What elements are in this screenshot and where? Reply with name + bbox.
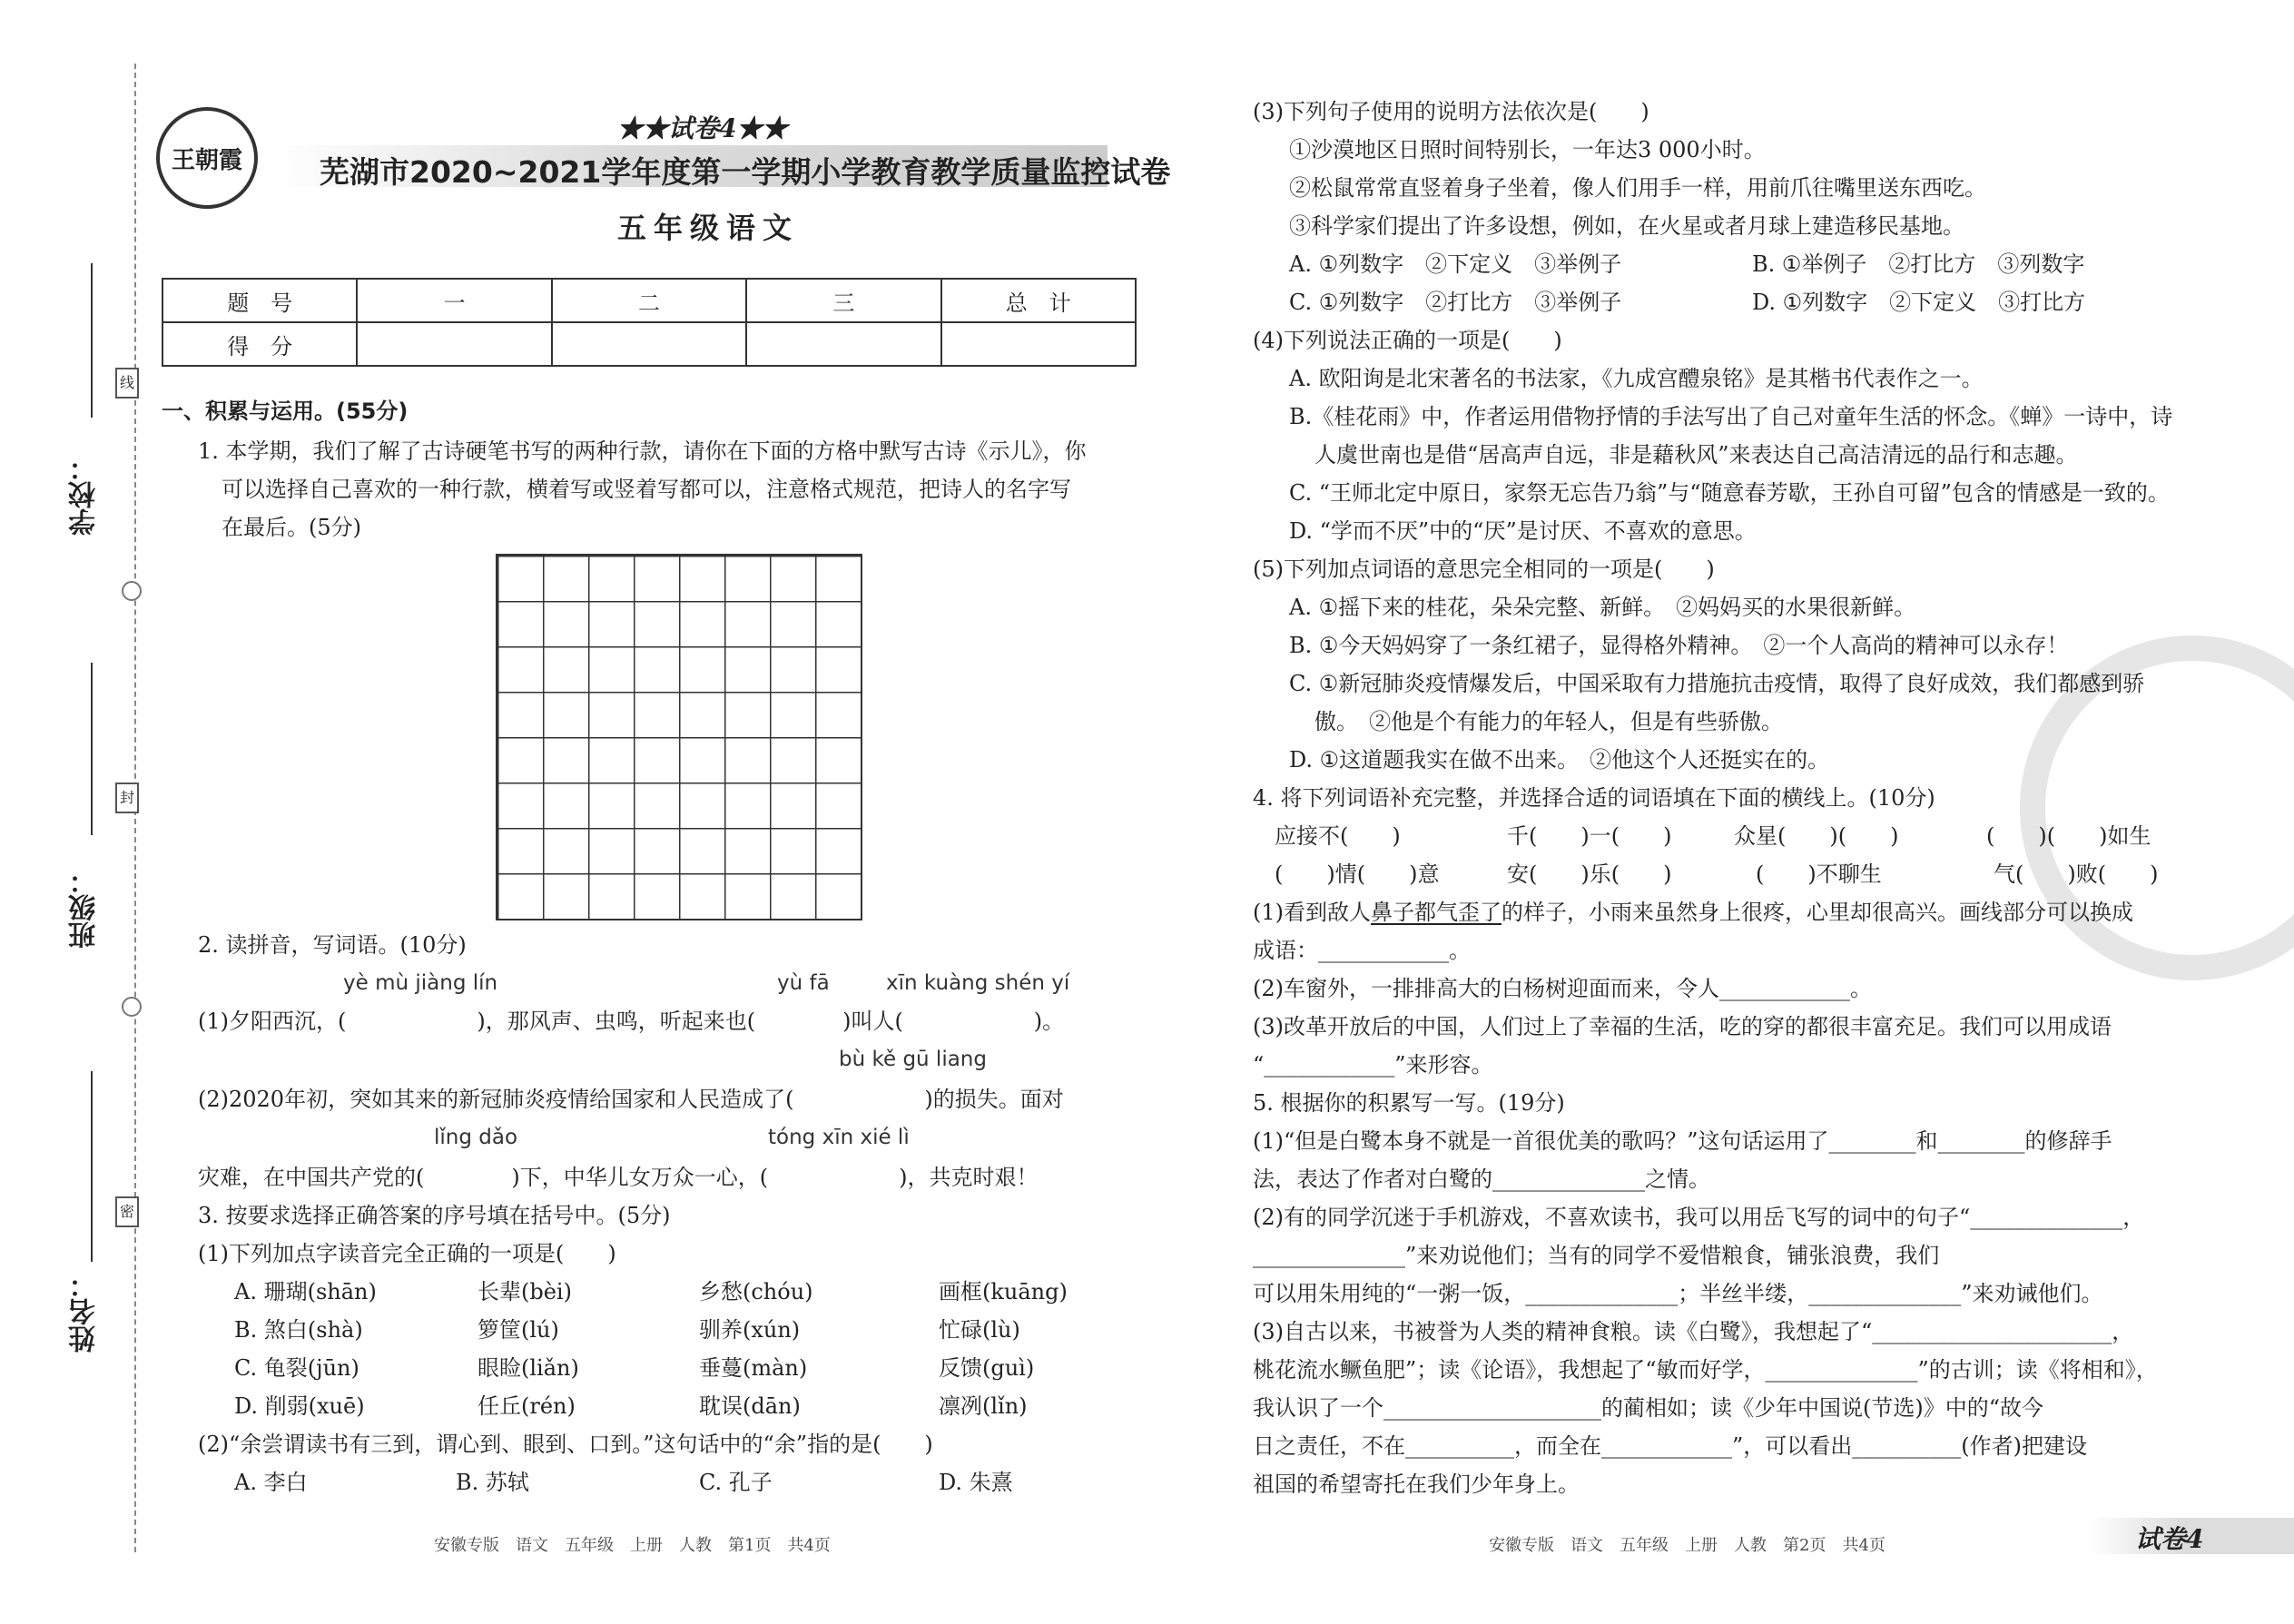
q4-1-line [1253, 899, 2133, 926]
q1-line-3: 在最后。(5分) [222, 515, 361, 540]
q3-1-option: 箩筐(lú) [478, 1317, 559, 1343]
class-blank-line [91, 663, 93, 835]
q4-idiom: 众星( )( ) [1734, 823, 1899, 849]
q5-heading: 5. 根据你的积累写一写。(19分) [1253, 1090, 1565, 1116]
q3-2-option: C. 孔子 [699, 1470, 773, 1495]
q3-3-option: A. ①列数字 ②下定义 ③举例子 [1289, 251, 1622, 277]
q3-1-option: 乡愁(chóu) [699, 1279, 813, 1304]
knot-icon [122, 997, 142, 1017]
q3-5-option-cont: 傲。 ②他是个有能力的年轻人，但是有些骄傲。 [1314, 709, 1783, 734]
q4-heading: 4. 将下列词语补充完整，并选择合适的词语填在下面的横线上。(10分) [1253, 785, 1935, 811]
q3-5-option: B. ①今天妈妈穿了一条红裙子，显得格外精神。 ②一个人高尚的精神可以永存！ [1289, 633, 2069, 658]
score-blank[interactable] [746, 322, 940, 366]
q2-heading: 2. 读拼音，写词语。(10分) [198, 932, 467, 958]
seal-feng: 封 [115, 782, 139, 813]
exam-subtitle: 五年级语文 [617, 211, 800, 245]
q3-1-option: 反馈(guì) [939, 1355, 1035, 1381]
q3-4-stem: (4)下列说法正确的一项是( ) [1253, 328, 1562, 353]
q3-1-option: 眼睑(liǎn) [478, 1355, 579, 1381]
q4-idiom: ( )情( )意 [1275, 861, 1440, 887]
q2-sentence-2: (2)2020年初，突如其来的新冠肺炎疫情给国家和人民造成了( )的损失。面对 [198, 1087, 1064, 1112]
q3-1-option: 凛冽(lǐn) [939, 1393, 1028, 1419]
q3-1-option: 忙碌(lù) [939, 1317, 1020, 1343]
exam-title: 芜湖市2020~2021学年度第一学期小学教育教学质量监控试卷 [320, 154, 1171, 190]
q5-3-line-3: 我认识了一个____________________的蔺相如；读《少年中国说(节选)》中的“故今 [1253, 1395, 2043, 1421]
q3-3-option: B. ①举例子 ②打比方 ③列数字 [1752, 251, 2085, 277]
q3-1-option: A. 珊瑚(shān) [234, 1279, 377, 1304]
name-label: 姓名： [69, 1271, 101, 1353]
q3-1-option: 长辈(bèi) [478, 1279, 572, 1304]
score-cell: 二 [552, 279, 746, 322]
q4-idiom: ( )不聊生 [1756, 861, 1882, 887]
score-blank[interactable] [357, 322, 551, 366]
score-blank[interactable] [941, 322, 1136, 366]
q3-1-option: 垂蔓(màn) [699, 1355, 808, 1381]
score-row-label: 得 分 [162, 322, 357, 366]
q4-1-line-2: 成语：____________。 [1253, 938, 1471, 963]
q3-2-stem: (2)“余尝谓读书有三到，谓心到、眼到、口到。”这句话中的“余”指的是( ) [198, 1432, 933, 1457]
pinyin: xīn kuàng shén yí [886, 971, 1070, 995]
q3-1-stem: (1)下列加点字读音完全正确的一项是( ) [198, 1241, 616, 1266]
q3-3-stem: (3)下列句子使用的说明方法依次是( ) [1253, 99, 1649, 124]
pinyin: lǐng dǎo [434, 1126, 518, 1149]
q3-heading: 3. 按要求选择正确答案的序号填在括号中。(5分) [198, 1203, 671, 1228]
q4-1-text: 的样子，小雨来虽然身上很疼，心里却很高兴。画线部分可以换成 [1501, 900, 2133, 925]
q3-3-sentence: ②松鼠常常直竖着身子坐着，像人们用手一样，用前爪往嘴里送东西吃。 [1289, 175, 1986, 201]
score-cell: 题 号 [162, 279, 357, 322]
q4-idiom: 安( )乐( ) [1507, 861, 1672, 887]
q3-1-option: 画框(kuāng) [939, 1279, 1068, 1304]
q2-sentence-1: (1)夕阳西沉，( )，那风声、虫鸣，听起来也( )叫人( )。 [198, 1009, 1065, 1034]
q5-2-line: (2)有的同学沉迷于手机游戏，不喜欢读书，我可以用岳飞写的词中的句子“______________， [1253, 1205, 2145, 1230]
q3-4-option: B.《桂花雨》中，作者运用借物抒情的手法写出了自己对童年生活的怀念。《蝉》一诗中，诗 [1289, 404, 2173, 429]
score-table [162, 278, 1137, 367]
badge-text: 试卷4 [668, 113, 737, 143]
q4-3-line-2: “____________”来形容。 [1253, 1052, 1493, 1078]
q3-2-option: B. 苏轼 [456, 1470, 529, 1495]
exam-badge: ★★试卷4★★ [617, 113, 788, 143]
q1-line-2: 可以选择自己喜欢的一种行款，横着写或竖着写都可以，注意格式规范，把诗人的名字写 [222, 477, 1071, 502]
q3-5-option: A. ①摇下来的桂花，朵朵完整、新鲜。 ②妈妈买的水果很新鲜。 [1289, 595, 1916, 620]
score-blank[interactable] [552, 322, 746, 366]
q4-idiom: 千( )一( ) [1507, 823, 1672, 849]
q3-1-option: 耽误(dān) [699, 1393, 801, 1419]
q4-3-line: (3)改革开放后的中国，人们过上了幸福的生活，吃的穿的都很丰富充足。我们可以用成语 [1253, 1014, 2112, 1039]
q3-4-option: D. “学而不厌”中的“厌”是讨厌、不喜欢的意思。 [1289, 518, 1757, 544]
writing-grid[interactable] [496, 554, 862, 920]
q4-idiom: 气( )败( ) [1994, 861, 2159, 887]
pinyin: yè mù jiàng lín [343, 971, 498, 995]
q5-2-line-2: ______________”来劝说他们；当有的同学不爱惜粮食，铺张浪费，我们 [1253, 1243, 1940, 1268]
pinyin: yù fā [777, 971, 830, 995]
class-label: 班级： [69, 867, 101, 949]
publisher-logo [156, 107, 258, 209]
q5-3-line: (3)自古以来，书被誉为人类的精神食粮。读《白鹭》，我想起了“______________________， [1253, 1319, 2134, 1344]
q3-5-option: C. ①新冠肺炎疫情爆发后，中国采取有力措施抗击疫情，取得了良好成效，我们都感到骄 [1289, 671, 2145, 696]
q4-1-text: (1)看到敌人 [1253, 900, 1371, 925]
seal-mi: 密 [115, 1196, 139, 1227]
q3-5-stem: (5)下列加点词语的意思完全相同的一项是( ) [1253, 556, 1715, 582]
right-footer: 安徽专版 语文 五年级 上册 人教 第2页 共4页 [1489, 1536, 1885, 1555]
q5-3-line-4: 日之责任，不在__________，而全在____________”，可以看出__________(作者)把建设 [1253, 1433, 2087, 1459]
q1-line-1: 1. 本学期，我们了解了古诗硬笔书写的两种行款，请你在下面的方格中默写古诗《示儿》，你 [198, 438, 1087, 464]
score-cell: 总 计 [941, 279, 1136, 322]
q5-1-line: (1)“但是白鹭本身不就是一首很优美的歌吗？”这句话运用了________和________的修辞手 [1253, 1128, 2112, 1154]
school-blank-line [91, 263, 93, 418]
q3-4-option: C. “王师北定中原日，家祭无忘告乃翁”与“随意春芳歇，王孙自可留”包含的情感是一致的。 [1289, 480, 2170, 506]
q4-idiom: ( )( )如生 [1986, 823, 2151, 849]
name-blank-line [91, 1071, 93, 1262]
q3-2-option: A. 李白 [234, 1470, 308, 1495]
q3-5-option: D. ①这道题我实在做不出来。 ②他这个人还挺实在的。 [1289, 747, 1830, 773]
left-footer: 安徽专版 语文 五年级 上册 人教 第1页 共4页 [434, 1536, 831, 1555]
q4-idiom: 应接不( ) [1275, 823, 1401, 849]
q3-4-option: A. 欧阳询是北宋著名的书法家，《九成宫醴泉铭》是其楷书代表作之一。 [1289, 366, 1984, 391]
knot-icon [122, 581, 142, 601]
school-label: 学校： [69, 454, 101, 536]
q3-4-option-cont: 人虞世南也是借“居高声自远，非是藉秋风”来表达自己高洁清远的品行和志趣。 [1314, 442, 2078, 468]
q5-3-line-5: 祖国的希望寄托在我们少年身上。 [1253, 1471, 1580, 1497]
q5-1-line-2: 法，表达了作者对白鹭的______________之情。 [1253, 1166, 1710, 1192]
q3-1-option: 驯养(xún) [699, 1317, 801, 1343]
q5-2-line-3: 可以用朱用纯的“一粥一饭，______________；半丝半缕，______________”来劝诫他们。 [1253, 1281, 2103, 1306]
q3-2-option: D. 朱熹 [939, 1470, 1013, 1495]
q2-sentence-3: 灾难，在中国共产党的( )下，中华儿女万众一心，( )，共克时艰！ [198, 1165, 1039, 1190]
q3-1-option: D. 削弱(xuē) [234, 1393, 365, 1419]
q3-3-sentence: ①沙漠地区日照时间特别长，一年达3 000小时。 [1289, 137, 1766, 162]
q3-1-option: 任丘(rén) [478, 1393, 576, 1419]
q5-3-line-2: 桃花流水鳜鱼肥”；读《论语》，我想起了“敏而好学，______________”的古训；读《将相和》， [1253, 1357, 2158, 1383]
score-cell: 三 [746, 279, 940, 322]
logo-text: 王朝霞 [171, 147, 242, 174]
q3-1-option: C. 龟裂(jūn) [234, 1355, 359, 1381]
seal-xian: 线 [115, 368, 139, 399]
q4-1-underlined: 鼻子都气歪了 [1371, 900, 1501, 925]
score-cell: 一 [357, 279, 551, 322]
pinyin: tóng xīn xié lì [768, 1126, 910, 1149]
q3-3-option: D. ①列数字 ②下定义 ③打比方 [1752, 290, 2086, 315]
q4-2-line: (2)车窗外，一排排高大的白杨树迎面而来，令人____________。 [1253, 976, 1872, 1001]
q3-1-option: B. 煞白(shà) [234, 1317, 363, 1343]
score-header-row [162, 279, 1136, 322]
corner-badge: 试卷4 [2135, 1524, 2204, 1554]
pinyin: bù kě gū liang [839, 1048, 987, 1071]
q3-3-option: C. ①列数字 ②打比方 ③举例子 [1289, 290, 1622, 315]
score-value-row [162, 322, 1136, 366]
section-1-heading: 一、积累与运用。(55分) [162, 399, 409, 424]
q3-3-sentence: ③科学家们提出了许多设想，例如，在火星或者月球上建造移民基地。 [1289, 213, 1964, 239]
